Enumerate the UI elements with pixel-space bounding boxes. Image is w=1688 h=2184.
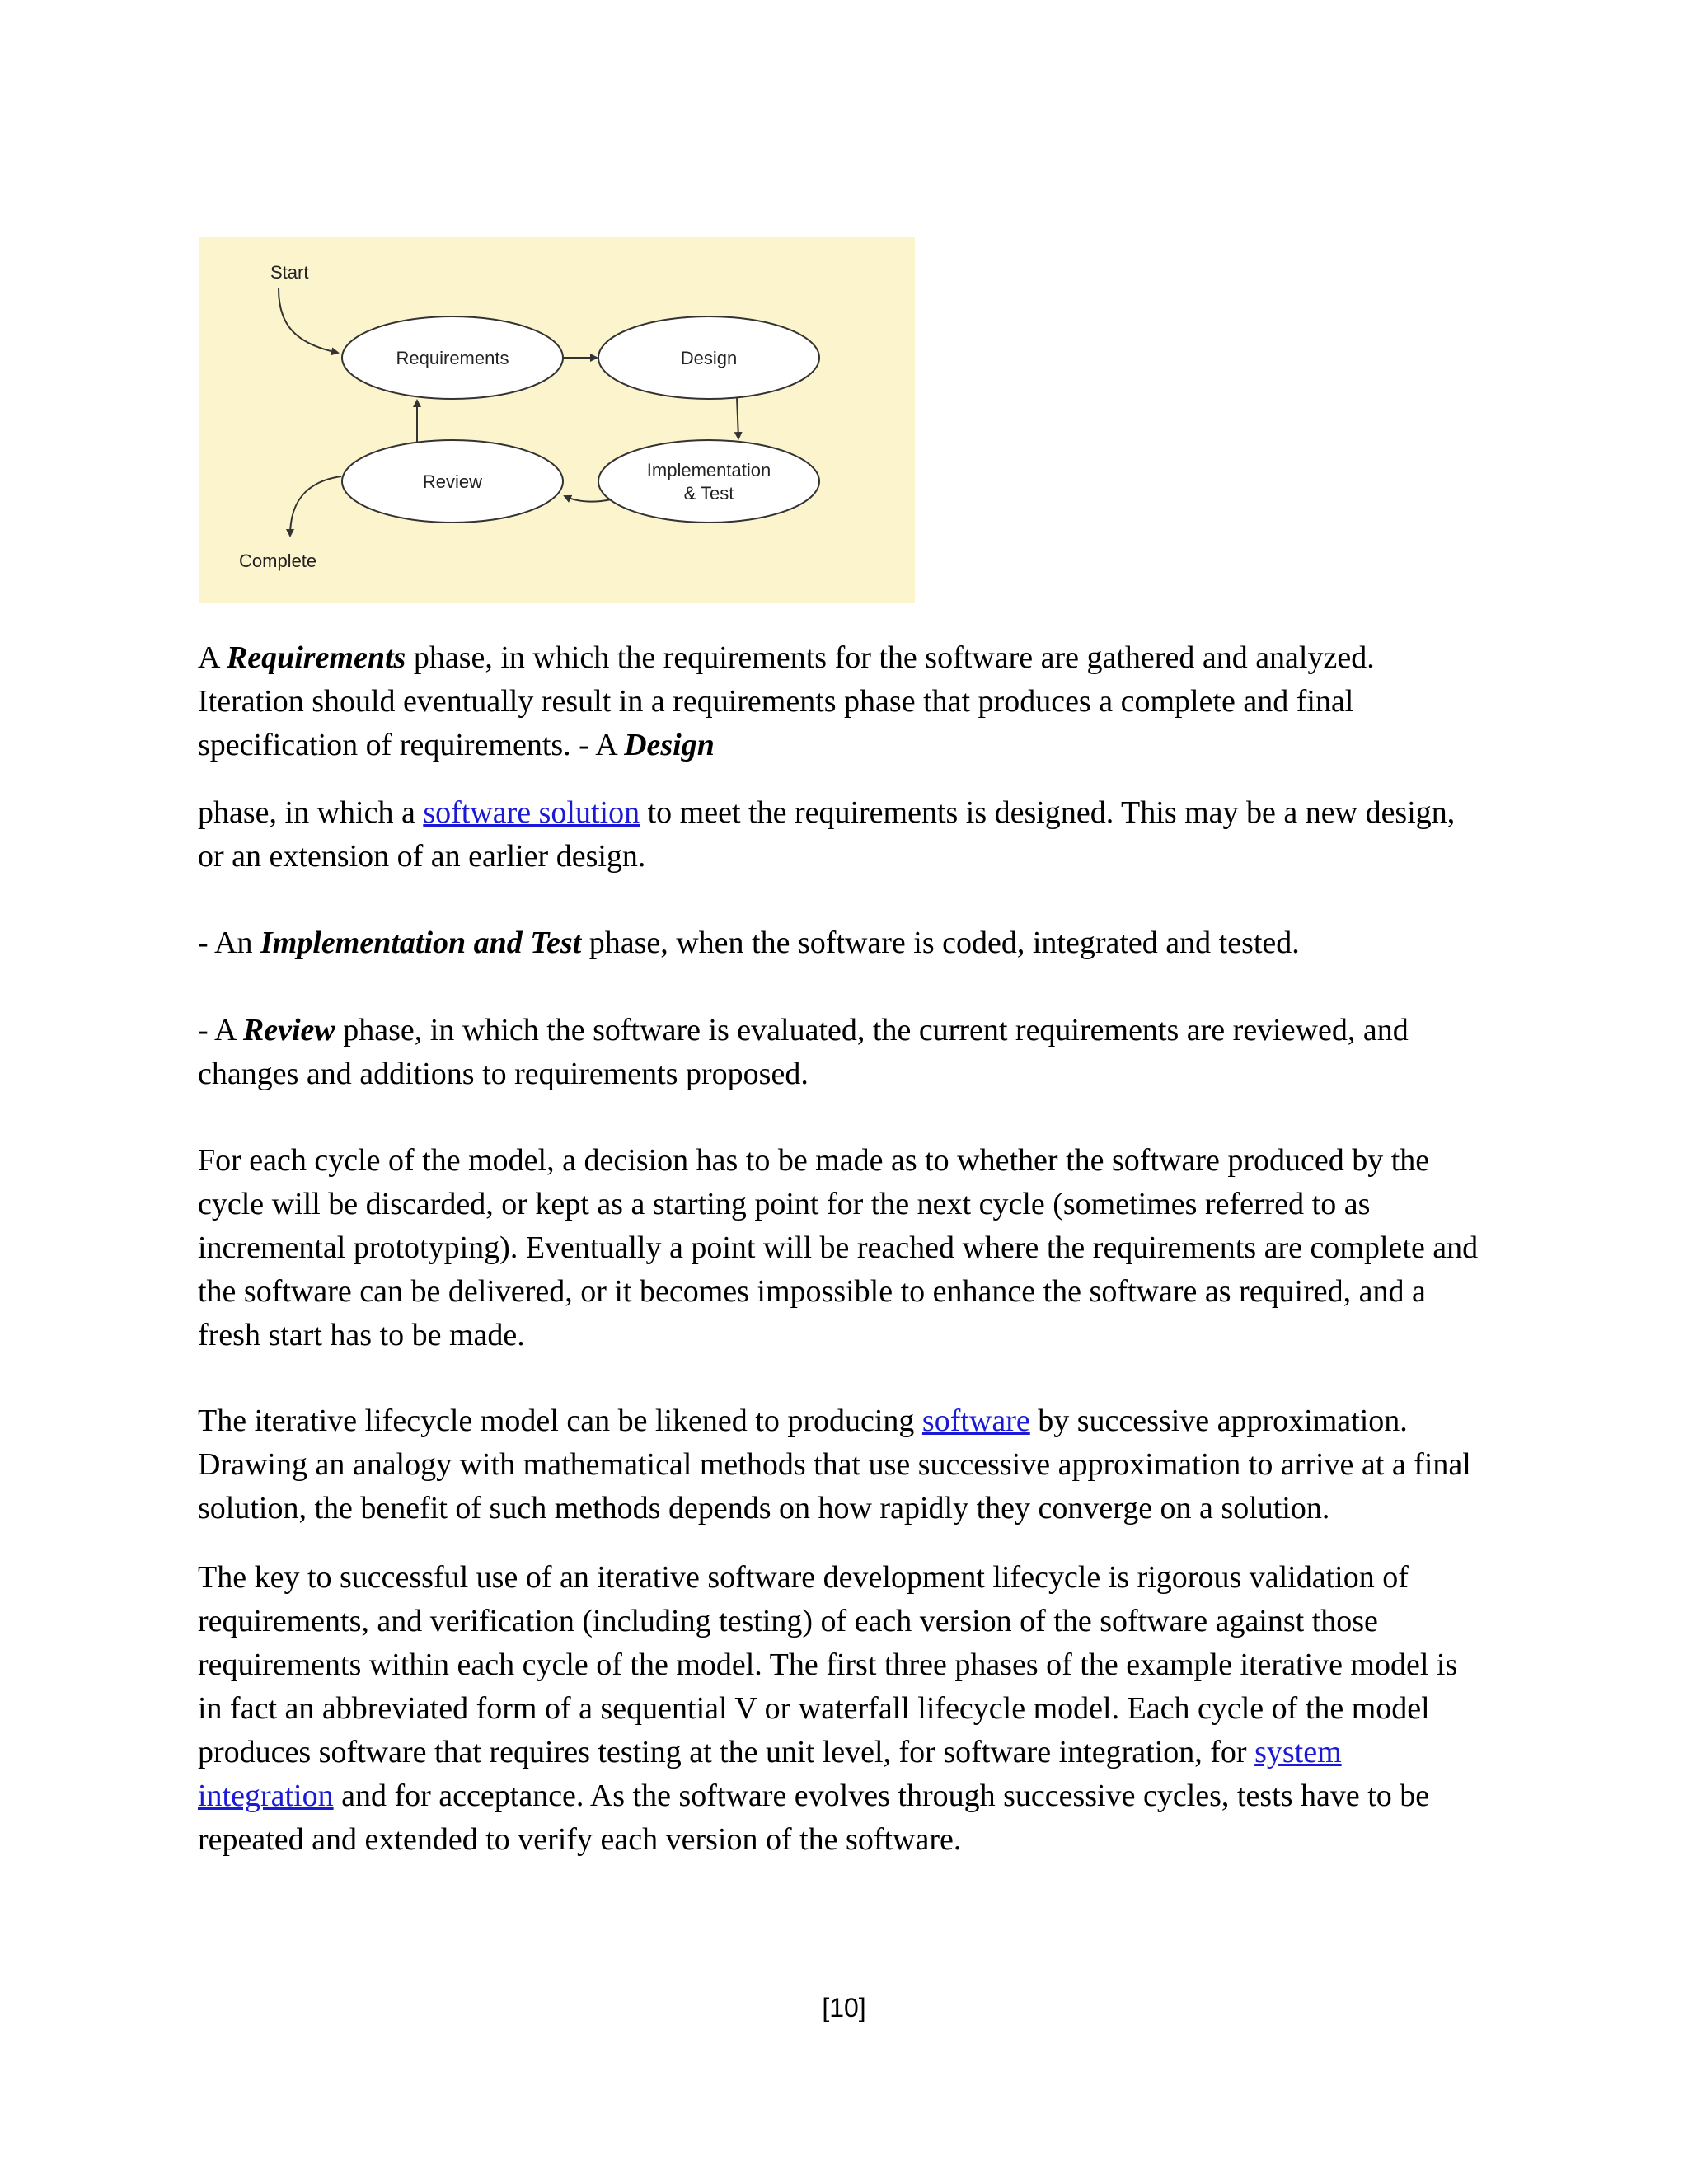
paragraph-successive-approximation (198, 1399, 1484, 1530)
iterative-lifecycle-diagram (199, 237, 915, 603)
requirements-node-label: Requirements (396, 348, 509, 368)
emphasis-review: Review (242, 1013, 335, 1047)
text-span: The iterative lifecycle model can be likened to producing (198, 1404, 922, 1438)
paragraph-requirements-phase (198, 636, 1484, 767)
implementation-node-label-line2: & Test (683, 483, 734, 504)
design-node-label: Design (680, 348, 738, 368)
text-span: and for acceptance. As the software evolves through successive cycles, tests have to be repeated and extended to verify each version of the software. (198, 1779, 1430, 1857)
review-node-label: Review (422, 471, 483, 492)
page-number: [10] (822, 1993, 866, 2022)
text-span: by successive approximation. Drawing an analogy with mathematical methods that use successive approximation to arrive at a final solution, the benefit of such methods depends on how rapidly they converge on a solution. (198, 1404, 1471, 1526)
complete-arrow (290, 476, 341, 536)
start-label: Start (270, 262, 309, 283)
text-span: to meet the requirements is designed. This may be a new design, or an extension of an earlier design. (198, 795, 1456, 874)
text-span: phase, in which a (198, 795, 424, 830)
system-integration-link[interactable]: system integration (198, 1735, 1342, 1813)
software-solution-link[interactable]: software solution (423, 795, 640, 830)
emphasis-design: Design (624, 728, 715, 762)
implementation-node-label-line1: Implementation (646, 460, 771, 480)
emphasis-implementation-and-test: Implementation and Test (260, 926, 582, 960)
text-span: The key to successful use of an iterative software development lifecycle is rigorous validation of requirements, and verification (including testing) of each version of the software against those requirements within each cycle of the model. The first three phases of the example iterative model is in fact an abbreviated form of a sequential V or waterfall lifecycle model. Each cycle of the model produces software that requires testing at the unit level, for software integration, for (198, 1560, 1458, 1769)
text-span: - A (198, 1013, 243, 1047)
start-arrow (279, 288, 338, 353)
design-to-implementation-arrow (737, 397, 738, 438)
text-span: - An (198, 926, 260, 960)
paragraph-design-phase (198, 791, 1484, 879)
complete-label: Complete (239, 551, 317, 571)
paragraph-review-phase (198, 1009, 1484, 1096)
paragraph-implementation-phase (198, 921, 1484, 965)
implementation-test-node (598, 440, 819, 523)
paragraph-validation-verification (198, 1556, 1484, 1862)
implementation-to-review-arrow (565, 496, 612, 502)
software-link[interactable]: software (921, 1404, 1030, 1438)
text-span: phase, when the software is coded, integrated and tested. (581, 926, 1300, 960)
paragraph-cycle-decision: For each cycle of the model, a decision has to be made as to whether the software produced by the cycle will be discarded, or kept as a starting point for the next cycle (sometimes referred to as incremental prototyping). Eventually a point will be reached where the requirements are complete and the software can be delivered, or it becomes impossible to enhance the software as required, and a fresh start has to be made. (198, 1143, 1479, 1352)
text-span: phase, in which the software is evaluated, the current requirements are reviewed, and changes and additions to requirements proposed. (198, 1013, 1409, 1091)
emphasis-requirements: Requirements (226, 640, 406, 675)
text-span: phase, in which the requirements for the software are gathered and analyzed. Iteration should eventually result in a requirements phase that produces a complete and final specification of requirements. - A (198, 640, 1375, 762)
text-span: A (198, 640, 227, 675)
